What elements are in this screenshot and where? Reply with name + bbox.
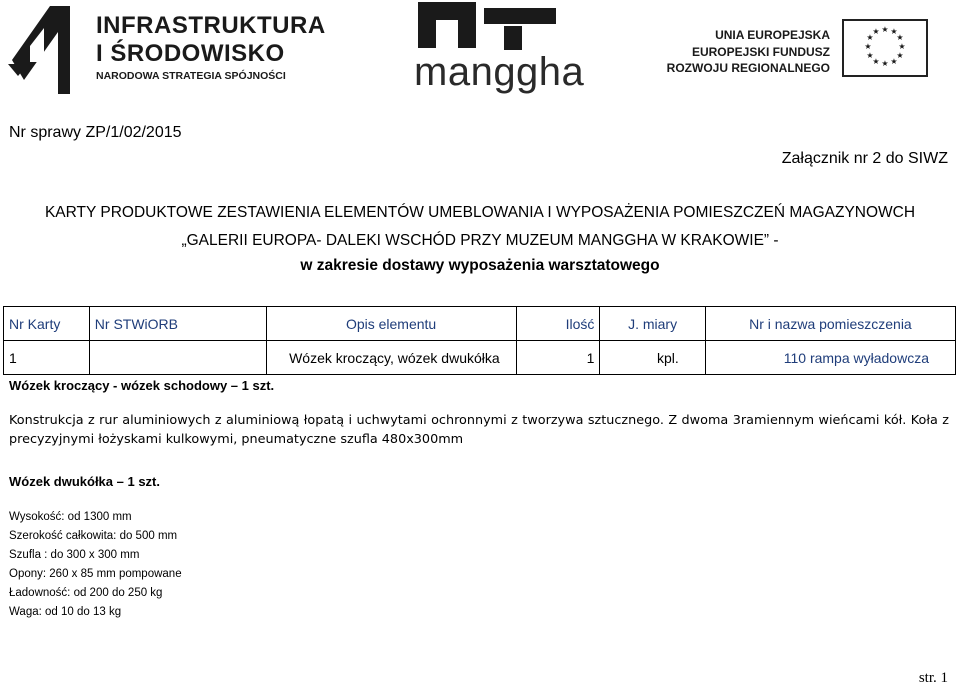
table-header-row bbox=[4, 307, 956, 341]
product-table bbox=[3, 306, 956, 375]
svg-text:★: ★ bbox=[898, 42, 906, 51]
svg-text:★: ★ bbox=[890, 57, 898, 66]
manggha-emblem-icon bbox=[414, 0, 564, 54]
svg-text:★: ★ bbox=[864, 42, 872, 51]
manggha-wordmark: manggha bbox=[414, 50, 585, 94]
svg-text:★: ★ bbox=[890, 27, 898, 36]
attachment-label: Załącznik nr 2 do SIWZ bbox=[781, 150, 948, 167]
svg-text:★: ★ bbox=[872, 27, 880, 36]
cell-opis: Wózek kroczący, wózek dwukółka bbox=[266, 341, 516, 375]
section1-title: Wózek kroczący - wózek schodowy – 1 szt. bbox=[9, 378, 275, 393]
header-opis: Opis elementu bbox=[266, 307, 516, 341]
eu-line3: ROZWOJU REGIONALNEGO bbox=[666, 61, 830, 75]
cell-pomieszczenie: 110 rampa wyładowcza bbox=[705, 341, 955, 375]
infrastruktura-srodowisko-logo bbox=[8, 2, 326, 94]
infra-logo-line1: INFRASTRUKTURA bbox=[96, 12, 326, 39]
spec-item: Szerokość całkowita: do 500 mm bbox=[9, 530, 178, 542]
section2-title: Wózek dwukółka – 1 szt. bbox=[9, 474, 160, 489]
header-nr-stwiorb: Nr STWiORB bbox=[89, 307, 266, 341]
eu-logo bbox=[666, 14, 938, 84]
document-title-line3: w zakresie dostawy wyposażenia warsztatowego bbox=[300, 257, 660, 274]
header-nr-karty: Nr Karty bbox=[4, 307, 90, 341]
page-number: str. 1 bbox=[918, 670, 948, 686]
svg-text:★: ★ bbox=[896, 51, 904, 60]
svg-text:★: ★ bbox=[881, 59, 889, 68]
spec-item: Ładowność: od 200 do 250 kg bbox=[9, 587, 163, 599]
svg-text:★: ★ bbox=[896, 33, 904, 42]
document-title-line2: „GALERII EUROPA- DALEKI WSCHÓD PRZY MUZEUM MANGGHA W KRAKOWIE” - bbox=[181, 232, 779, 249]
svg-text:★: ★ bbox=[872, 57, 880, 66]
case-number: Nr sprawy ZP/1/02/2015 bbox=[9, 124, 182, 141]
cell-nr-karty: 1 bbox=[4, 341, 90, 375]
spec-item: Waga: od 10 do 13 kg bbox=[9, 606, 122, 618]
header-ilosc: Ilość bbox=[516, 307, 600, 341]
section1-description: Konstrukcja z rur aluminiowych z aluminiową łopatą i uchwytami ochronnymi z tworzywa sztucznego. Z dwoma 3ramiennym wieńcami kół. Koła z precyzyjnymi łożyskami kulkowymi, pneumatyczne szufla 480x300mm bbox=[9, 413, 949, 447]
manggha-logo bbox=[414, 0, 585, 100]
header-jednostka: J. miary bbox=[600, 307, 705, 341]
cell-nr-stwiorb bbox=[89, 341, 266, 375]
infrastruktura-emblem-icon bbox=[8, 2, 88, 94]
table-row bbox=[4, 341, 956, 375]
spec-item: Wysokość: od 1300 mm bbox=[9, 511, 132, 523]
infra-logo-line2: I ŚRODOWISKO bbox=[96, 40, 285, 67]
infra-logo-line3: NARODOWA STRATEGIA SPÓJNOŚCI bbox=[96, 70, 286, 82]
svg-text:★: ★ bbox=[866, 33, 874, 42]
cell-ilosc: 1 bbox=[516, 341, 600, 375]
eu-flag-icon bbox=[842, 19, 928, 77]
eu-line2: EUROPEJSKI FUNDUSZ bbox=[691, 45, 830, 59]
spec-list bbox=[9, 508, 182, 622]
cell-jednostka: kpl. bbox=[600, 341, 705, 375]
eu-line1: UNIA EUROPEJSKA bbox=[715, 28, 830, 42]
svg-text:★: ★ bbox=[881, 25, 889, 34]
header-pomieszczenie: Nr i nazwa pomieszczenia bbox=[705, 307, 955, 341]
spec-item: Opony: 260 x 85 mm pompowane bbox=[9, 568, 182, 580]
spec-item: Szufla : do 300 x 300 mm bbox=[9, 549, 140, 561]
document-title-line1: KARTY PRODUKTOWE ZESTAWIENIA ELEMENTÓW UMEBLOWANIA I WYPOSAŻENIA POMIESZCZEŃ MAGAZYNOWCH bbox=[44, 204, 916, 221]
svg-text:★: ★ bbox=[866, 51, 874, 60]
